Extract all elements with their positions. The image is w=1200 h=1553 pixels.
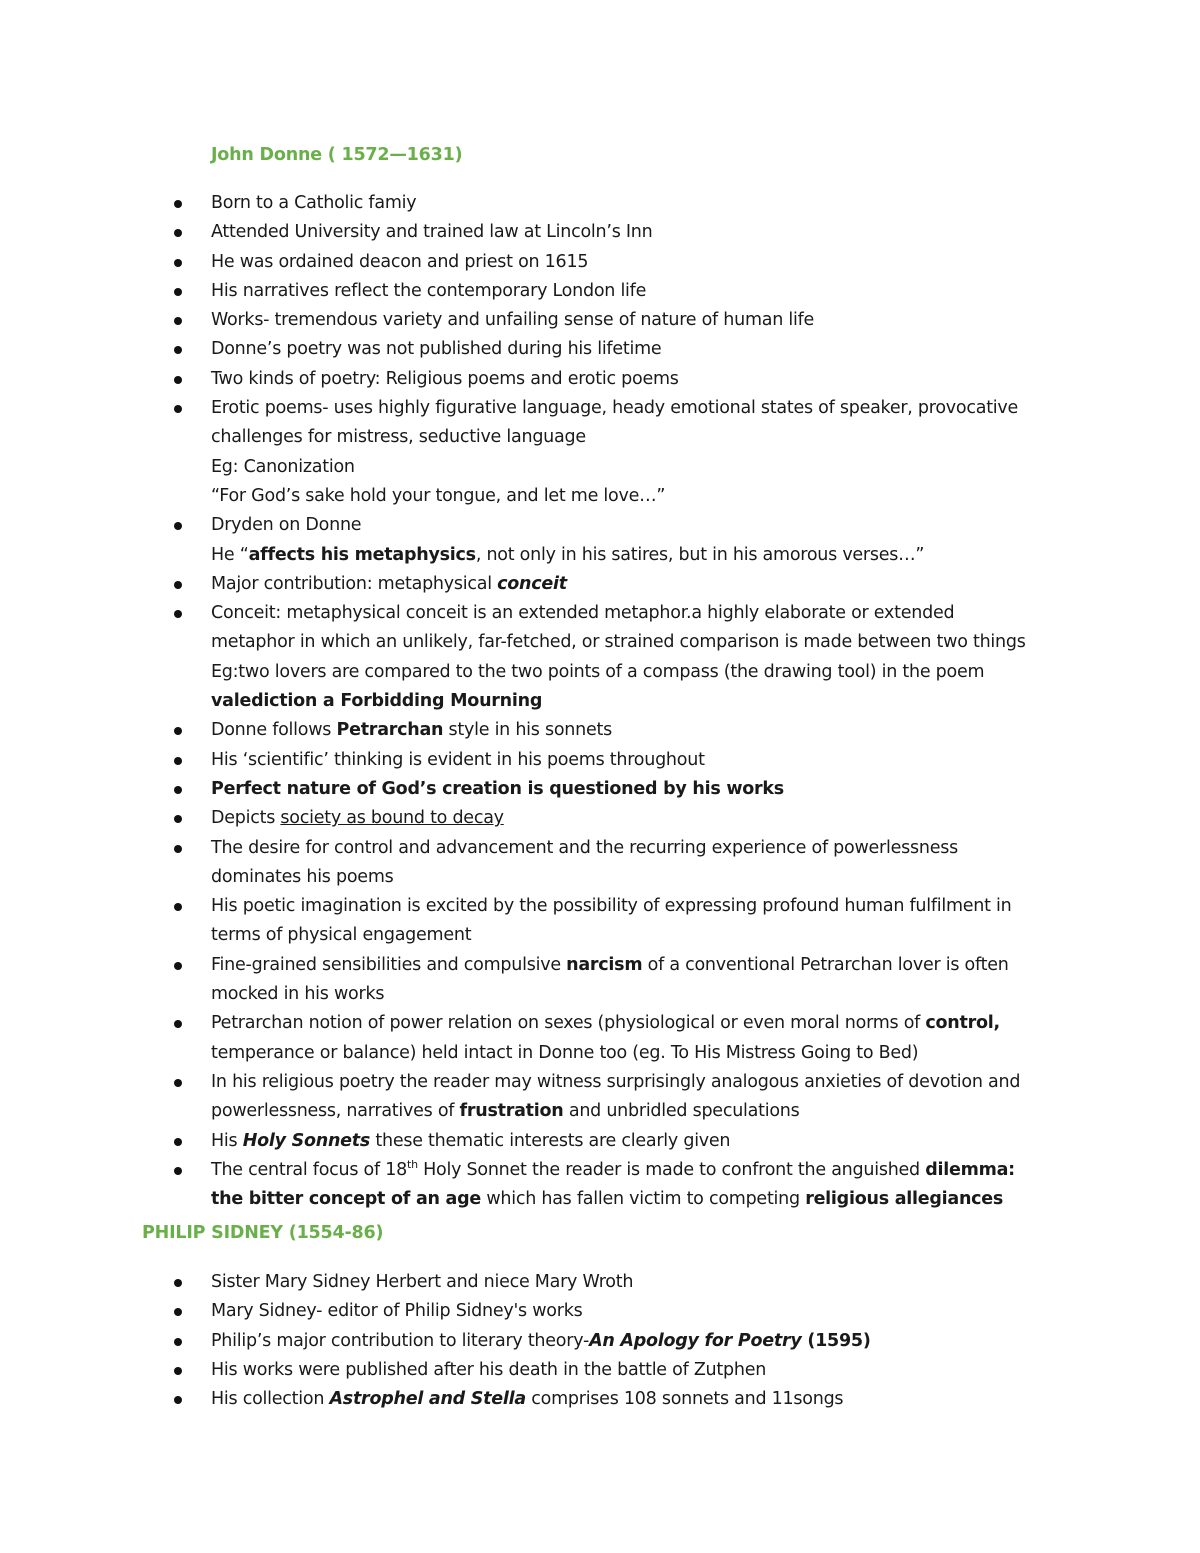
list-item bbox=[0, 335, 1200, 364]
list-item bbox=[0, 892, 1200, 951]
bold-text: control, bbox=[925, 1013, 1000, 1034]
list-item-text bbox=[211, 570, 1080, 599]
list-item-text: Erotic poems- uses highly figurative language, heady emotional states of speaker, provocative bbox=[211, 398, 1019, 419]
bullet-icon bbox=[174, 405, 182, 413]
list-item-text: His works were published after his death in the battle of Zutphen bbox=[211, 1359, 767, 1380]
list-item bbox=[0, 951, 1200, 1010]
list-item-text bbox=[211, 804, 1080, 833]
bullet-icon bbox=[174, 1279, 182, 1287]
bullet-icon bbox=[174, 903, 182, 911]
text-run: which has fallen victim to competing bbox=[481, 1189, 806, 1210]
list-item bbox=[0, 1268, 1200, 1297]
list-item bbox=[0, 277, 1200, 306]
bullet-icon bbox=[174, 727, 182, 735]
section-heading-john-donne: John Donne ( 1572—1631) bbox=[211, 145, 463, 165]
list-item bbox=[0, 804, 1200, 833]
list-item bbox=[0, 365, 1200, 394]
bullet-icon bbox=[174, 1138, 182, 1146]
bullet-icon bbox=[174, 1079, 182, 1087]
section-heading-philip-sidney: PHILIP SIDNEY (1554-86) bbox=[142, 1223, 384, 1243]
bullet-icon bbox=[174, 317, 182, 325]
text-run: Donne follows bbox=[211, 720, 337, 741]
bullet-icon bbox=[174, 200, 182, 208]
text-run: powerlessness, narratives of bbox=[211, 1101, 460, 1122]
text-run: Petrarchan notion of power relation on sexes (physiological or even moral norms of bbox=[211, 1013, 926, 1034]
list-item-text: challenges for mistress, seductive language bbox=[211, 427, 586, 448]
list-item-text: He was ordained deacon and priest on 1615 bbox=[211, 251, 589, 272]
list-item-text: Two kinds of poetry: Religious poems and erotic poems bbox=[211, 368, 679, 389]
list-item-text: In his religious poetry the reader may witness surprisingly analogous anxieties of devotion and bbox=[211, 1071, 1021, 1092]
list-item-text bbox=[211, 1327, 1080, 1356]
list-item-example: Eg:two lovers are compared to the two points of a compass (the drawing tool) in the poem bbox=[211, 661, 985, 682]
list-item-text bbox=[211, 1097, 1080, 1126]
text-run: His collection bbox=[211, 1389, 330, 1410]
list-item bbox=[0, 511, 1200, 570]
list-item-text: temperance or balance) held intact in Donne too (eg. To His Mistress Going to Bed) bbox=[211, 1042, 919, 1063]
text-run: Philip’s major contribution to literary theory- bbox=[211, 1330, 590, 1351]
bullet-icon bbox=[174, 288, 182, 296]
text-run: Major contribution: metaphysical bbox=[211, 573, 498, 594]
bullet-icon bbox=[174, 962, 182, 970]
text-run: of a conventional Petrarchan lover is often bbox=[642, 954, 1009, 975]
list-item bbox=[0, 834, 1200, 893]
list-item bbox=[0, 746, 1200, 775]
list-item-text: mocked in his works bbox=[211, 984, 385, 1005]
text-run: Fine-grained sensibilities and compulsive bbox=[211, 954, 567, 975]
list-item-text bbox=[211, 951, 1080, 980]
list-item-quote bbox=[211, 541, 1080, 570]
list-item bbox=[0, 1009, 1200, 1068]
text-run: comprises 108 sonnets and 11songs bbox=[525, 1389, 844, 1410]
list-item-text bbox=[211, 1156, 1080, 1185]
list-item-text: Dryden on Donne bbox=[211, 515, 362, 536]
list-item bbox=[0, 218, 1200, 247]
philip-sidney-bullet-list bbox=[0, 1268, 1200, 1414]
list-item bbox=[0, 1127, 1200, 1156]
bullet-icon bbox=[174, 346, 182, 354]
list-item-text: dominates his poems bbox=[211, 866, 394, 887]
bullet-icon bbox=[174, 1367, 182, 1375]
list-item-text bbox=[211, 1385, 1080, 1414]
bold-text: affects his metaphysics bbox=[248, 544, 476, 565]
bold-text: narcism bbox=[566, 954, 643, 975]
bullet-icon bbox=[174, 845, 182, 853]
bullet-icon bbox=[174, 1308, 182, 1316]
list-item-text: Donne’s poetry was not published during his lifetime bbox=[211, 339, 662, 360]
john-donne-bullet-list bbox=[0, 189, 1200, 1214]
bold-italic-text: Astrophel and Stella bbox=[329, 1389, 526, 1410]
list-item bbox=[0, 189, 1200, 218]
list-item bbox=[0, 599, 1200, 716]
text-run: these thematic interests are clearly given bbox=[370, 1130, 731, 1151]
bold-italic-text: Holy Sonnets bbox=[242, 1130, 371, 1151]
list-item-text: terms of physical engagement bbox=[211, 925, 472, 946]
list-item bbox=[0, 1068, 1200, 1127]
text-run: He “ bbox=[211, 544, 249, 565]
list-item-text bbox=[211, 1185, 1080, 1214]
text-run: style in his sonnets bbox=[443, 720, 612, 741]
bullet-icon bbox=[174, 610, 182, 618]
list-item-text: His poetic imagination is excited by the possibility of expressing profound human fulfilment in bbox=[211, 896, 1012, 917]
list-item bbox=[0, 394, 1200, 511]
bold-text: the bitter concept of an age bbox=[211, 1189, 482, 1210]
superscript-text: th bbox=[407, 1157, 418, 1171]
bullet-icon bbox=[174, 757, 182, 765]
text-run: Depicts bbox=[211, 808, 281, 829]
list-item-text: The desire for control and advancement and the recurring experience of powerlessness bbox=[211, 837, 958, 858]
text-run: , not only in his satires, but in his amorous verses…” bbox=[475, 544, 925, 565]
bold-text: Petrarchan bbox=[336, 720, 444, 741]
list-item bbox=[0, 306, 1200, 335]
list-item bbox=[0, 570, 1200, 599]
text-run: and unbridled speculations bbox=[563, 1101, 800, 1122]
bullet-icon bbox=[174, 581, 182, 589]
bold-text: frustration bbox=[459, 1101, 564, 1122]
bullet-icon bbox=[174, 1396, 182, 1404]
list-item-text: Mary Sidney- editor of Philip Sidney's works bbox=[211, 1301, 583, 1322]
list-item-quote: “For God’s sake hold your tongue, and let me love…” bbox=[211, 485, 666, 506]
list-item bbox=[0, 775, 1200, 804]
bullet-icon bbox=[174, 1167, 182, 1175]
bullet-icon bbox=[174, 1020, 182, 1028]
list-item-text: Conceit: metaphysical conceit is an extended metaphor.a highly elaborate or extended bbox=[211, 603, 955, 624]
bold-text: dilemma: bbox=[925, 1159, 1015, 1180]
bold-italic-text: An Apology for Poetry bbox=[589, 1330, 802, 1351]
list-item-text: metaphor in which an unlikely, far-fetched, or strained comparison is made between two things bbox=[211, 632, 1026, 653]
list-item bbox=[0, 1156, 1200, 1215]
poem-title: valediction a Forbidding Mourning bbox=[211, 691, 543, 712]
list-item-text: Sister Mary Sidney Herbert and niece Mary Wroth bbox=[211, 1272, 634, 1292]
text-run: Holy Sonnet the reader is made to confront the anguished bbox=[417, 1159, 926, 1180]
bullet-icon bbox=[174, 229, 182, 237]
text-run: The central focus of 18 bbox=[211, 1159, 408, 1180]
list-item-text: His ‘scientific’ thinking is evident in his poems throughout bbox=[211, 749, 705, 770]
list-item bbox=[0, 248, 1200, 277]
bullet-icon bbox=[174, 786, 182, 794]
list-item-text: Attended University and trained law at Lincoln’s Inn bbox=[211, 222, 653, 243]
bold-text: religious allegiances bbox=[805, 1189, 1004, 1210]
bullet-icon bbox=[174, 376, 182, 384]
list-item bbox=[0, 716, 1200, 745]
list-item bbox=[0, 1297, 1200, 1326]
list-item-text bbox=[211, 716, 1080, 745]
underlined-text: society as bound to decay bbox=[280, 808, 504, 829]
bold-italic-text: conceit bbox=[497, 573, 567, 594]
list-item bbox=[0, 1356, 1200, 1385]
list-item-text bbox=[211, 1009, 1080, 1038]
bullet-icon bbox=[174, 259, 182, 267]
list-item-text: Perfect nature of God’s creation is questioned by his works bbox=[211, 778, 784, 799]
text-run: His bbox=[211, 1130, 243, 1151]
list-item-example: Eg: Canonization bbox=[211, 456, 355, 477]
bullet-icon bbox=[174, 522, 182, 530]
list-item-text: His narratives reflect the contemporary London life bbox=[211, 280, 647, 301]
bold-text: (1595) bbox=[801, 1330, 871, 1351]
list-item-text bbox=[211, 1127, 1080, 1156]
list-item bbox=[0, 1385, 1200, 1414]
list-item-text: Born to a Catholic famiy bbox=[211, 193, 417, 213]
list-item-text: Works- tremendous variety and unfailing sense of nature of human life bbox=[211, 310, 815, 331]
list-item bbox=[0, 1327, 1200, 1356]
bullet-icon bbox=[174, 815, 182, 823]
bullet-icon bbox=[174, 1338, 182, 1346]
